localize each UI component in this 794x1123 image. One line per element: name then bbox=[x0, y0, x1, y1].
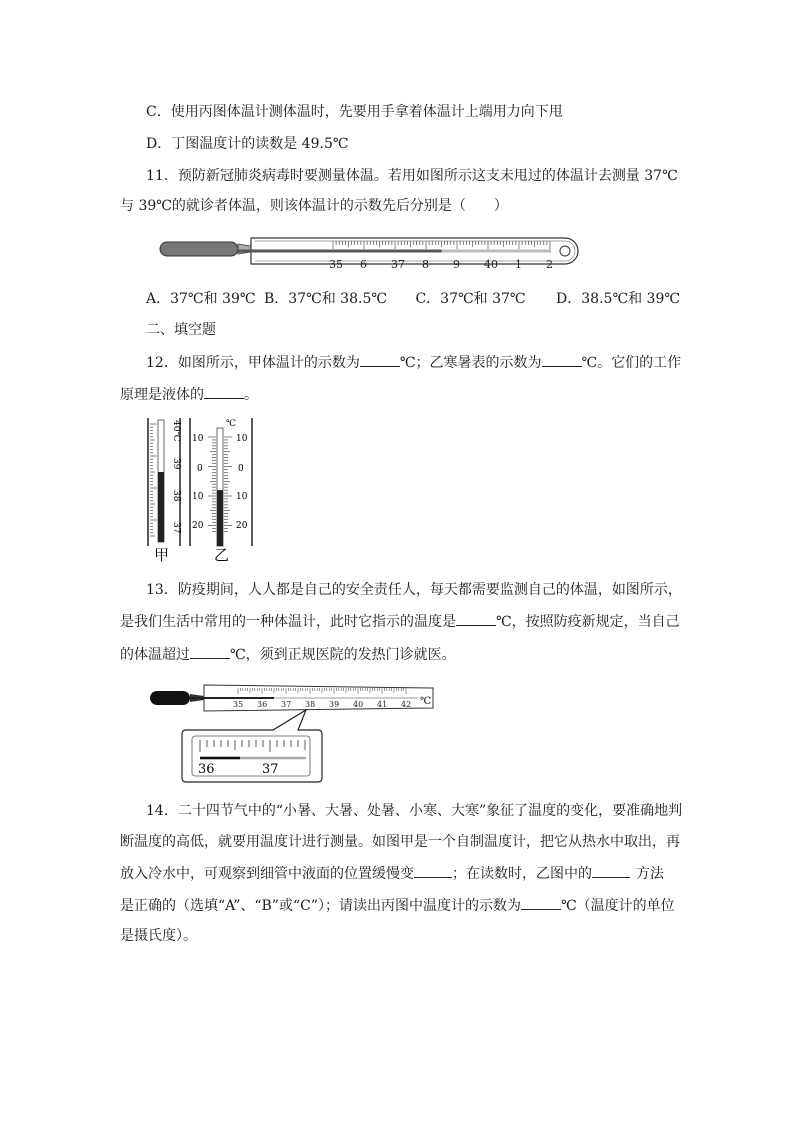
q13-blank-2[interactable] bbox=[190, 644, 230, 659]
yi-caption: 乙 bbox=[214, 546, 230, 564]
q11-scale-label: 35 bbox=[329, 258, 343, 271]
q13-stem-line1: 13．防疫期间，人人都是自己的安全责任人，每天都需要监测自己的体温，如图所示， bbox=[146, 582, 682, 598]
q14-text-e: ℃（温度计的单位 bbox=[561, 898, 675, 914]
q12-blank-2[interactable] bbox=[542, 352, 582, 367]
q11-scale-label: 6 bbox=[360, 258, 367, 271]
q14-stem-line2: 断温度的高低，就要用温度计进行测量。如图甲是一个自制温度计，把它从热水中取出，再 bbox=[120, 834, 680, 850]
q14-text-a: 放入冷水中，可观察到细管中液面的位置缓慢变 bbox=[120, 866, 414, 882]
q12-text-c: ℃。它们的工作 bbox=[581, 355, 682, 371]
q11-scale-label: 2 bbox=[546, 258, 553, 271]
q11-options bbox=[146, 289, 681, 309]
q11-scale-label: 9 bbox=[453, 258, 460, 271]
q11-scale-label: 37 bbox=[391, 258, 405, 271]
q12-stem-line1 bbox=[146, 352, 681, 373]
q14-blank-2[interactable] bbox=[592, 863, 630, 878]
yi-tick-right-10a: 10 bbox=[236, 434, 248, 444]
q11-scale-label: 40 bbox=[484, 258, 498, 271]
q11-scale-label: 1 bbox=[515, 258, 522, 271]
q14-stem-line1: 14．二十四节气中的“小暑、大暑、处暑、小寒、大寒”象征了温度的变化，要准确地判 bbox=[146, 803, 683, 819]
q14-blank-3[interactable] bbox=[521, 895, 561, 910]
jia-caption: 甲 bbox=[154, 546, 170, 564]
q13-scale-label: 40 bbox=[353, 700, 364, 709]
section-title: 二、填空题 bbox=[146, 322, 216, 338]
q14-stem-line5: 是摄氏度）。 bbox=[120, 928, 197, 944]
q12-yi-thermometer bbox=[188, 414, 254, 564]
q13-stem-line2 bbox=[120, 611, 680, 632]
option-c: C．使用丙图体温计测体温时，先要用手拿着体温计上端用力向下甩 bbox=[146, 104, 563, 120]
q13-scale-label: 36 bbox=[257, 700, 268, 709]
q14-blank-1[interactable] bbox=[414, 863, 452, 878]
q11-stem-line2: 与 39℃的就诊者体温，则该体温计的示数先后分别是（ ） bbox=[120, 198, 508, 214]
q12-text-d: 原理是液体的 bbox=[120, 387, 204, 403]
yi-tick-left-0: 0 bbox=[197, 464, 203, 474]
q12-text-b: ℃；乙寒暑表的示数为 bbox=[399, 355, 542, 371]
yi-tick-left-10b: 10 bbox=[192, 492, 204, 502]
q12-text-a: 12．如图所示，甲体温计的示数为 bbox=[146, 355, 360, 371]
jia-scale-ticks bbox=[150, 424, 157, 536]
jia-tick-label-37: 37 bbox=[171, 522, 181, 534]
q14-stem-line3 bbox=[120, 863, 664, 884]
q13-scale-label: 37 bbox=[281, 700, 292, 709]
q12-blank-1[interactable] bbox=[360, 352, 400, 367]
q14-stem-line4 bbox=[120, 895, 675, 916]
q13-scale-label: 35 bbox=[233, 700, 244, 709]
q12-stem-line2 bbox=[120, 384, 258, 405]
q11-option-b: B．37℃和 38.5℃ bbox=[263, 291, 388, 307]
yi-tick-right-0: 0 bbox=[238, 464, 244, 474]
q11-scale-label: 8 bbox=[422, 258, 429, 271]
q14-text-c: 方法 bbox=[636, 866, 664, 882]
yi-tick-left-20: 20 bbox=[192, 521, 204, 531]
q13-scale-label: 39 bbox=[329, 700, 340, 709]
jia-tick-label-38: 38 bbox=[171, 490, 181, 502]
q13-unit-label: ℃ bbox=[420, 696, 432, 707]
yi-tick-right-10b: 10 bbox=[236, 492, 248, 502]
q14-text-b: ；在读数时，乙图中的 bbox=[452, 866, 592, 882]
q11-option-c: C．37℃和 37℃ bbox=[415, 291, 526, 307]
q11-option-d: D．38.5℃和 39℃ bbox=[556, 291, 681, 307]
yi-tick-right-20: 20 bbox=[236, 521, 248, 531]
q13-thermometer-figure bbox=[148, 682, 448, 786]
q11-stem-line1: 11．预防新冠肺炎病毒时要测量体温。若用如图所示这支未甩过的体温计去测量 37℃ bbox=[146, 168, 678, 184]
q13-scale-label: 42 bbox=[401, 700, 412, 709]
option-d: D．丁图温度计的读数是 49.5℃ bbox=[146, 136, 349, 152]
yi-unit-label: ℃ bbox=[226, 419, 237, 429]
q13-text-a: 是我们生活中常用的一种体温计，此时它指示的温度是 bbox=[120, 614, 456, 630]
q13-text-d: ℃，须到正规医院的发热门诊就医。 bbox=[230, 647, 456, 663]
q12-blank-3[interactable] bbox=[204, 384, 244, 399]
yi-tick-left-10a: 10 bbox=[192, 434, 204, 444]
q12-text-e: 。 bbox=[244, 387, 258, 403]
q13-text-b: ℃，按照防疫新规定，当自己 bbox=[496, 614, 680, 630]
jia-mercury-column bbox=[158, 472, 164, 542]
yi-mercury-column bbox=[217, 490, 223, 546]
jia-unit-label: 40℃ bbox=[171, 420, 181, 442]
q13-stem-line3 bbox=[120, 644, 456, 665]
q14-text-d: 是正确的（选填“A”、“B”或“C”）；请读出丙图中温度计的示数为 bbox=[120, 898, 521, 914]
q12-jia-thermometer bbox=[146, 414, 186, 564]
q13-blank-1[interactable] bbox=[456, 611, 496, 626]
q13-scale-label: 38 bbox=[305, 700, 316, 709]
jia-tick-label-39: 39 bbox=[171, 458, 181, 470]
q11-option-a: A．37℃和 39℃ bbox=[146, 291, 256, 307]
q13-zoom-label-37: 37 bbox=[262, 762, 279, 777]
q13-zoom-label-36: 36 bbox=[198, 762, 215, 777]
q11-thermometer-figure bbox=[155, 232, 585, 272]
q13-scale-label: 41 bbox=[377, 700, 388, 709]
q13-text-c: 的体温超过 bbox=[120, 647, 190, 663]
